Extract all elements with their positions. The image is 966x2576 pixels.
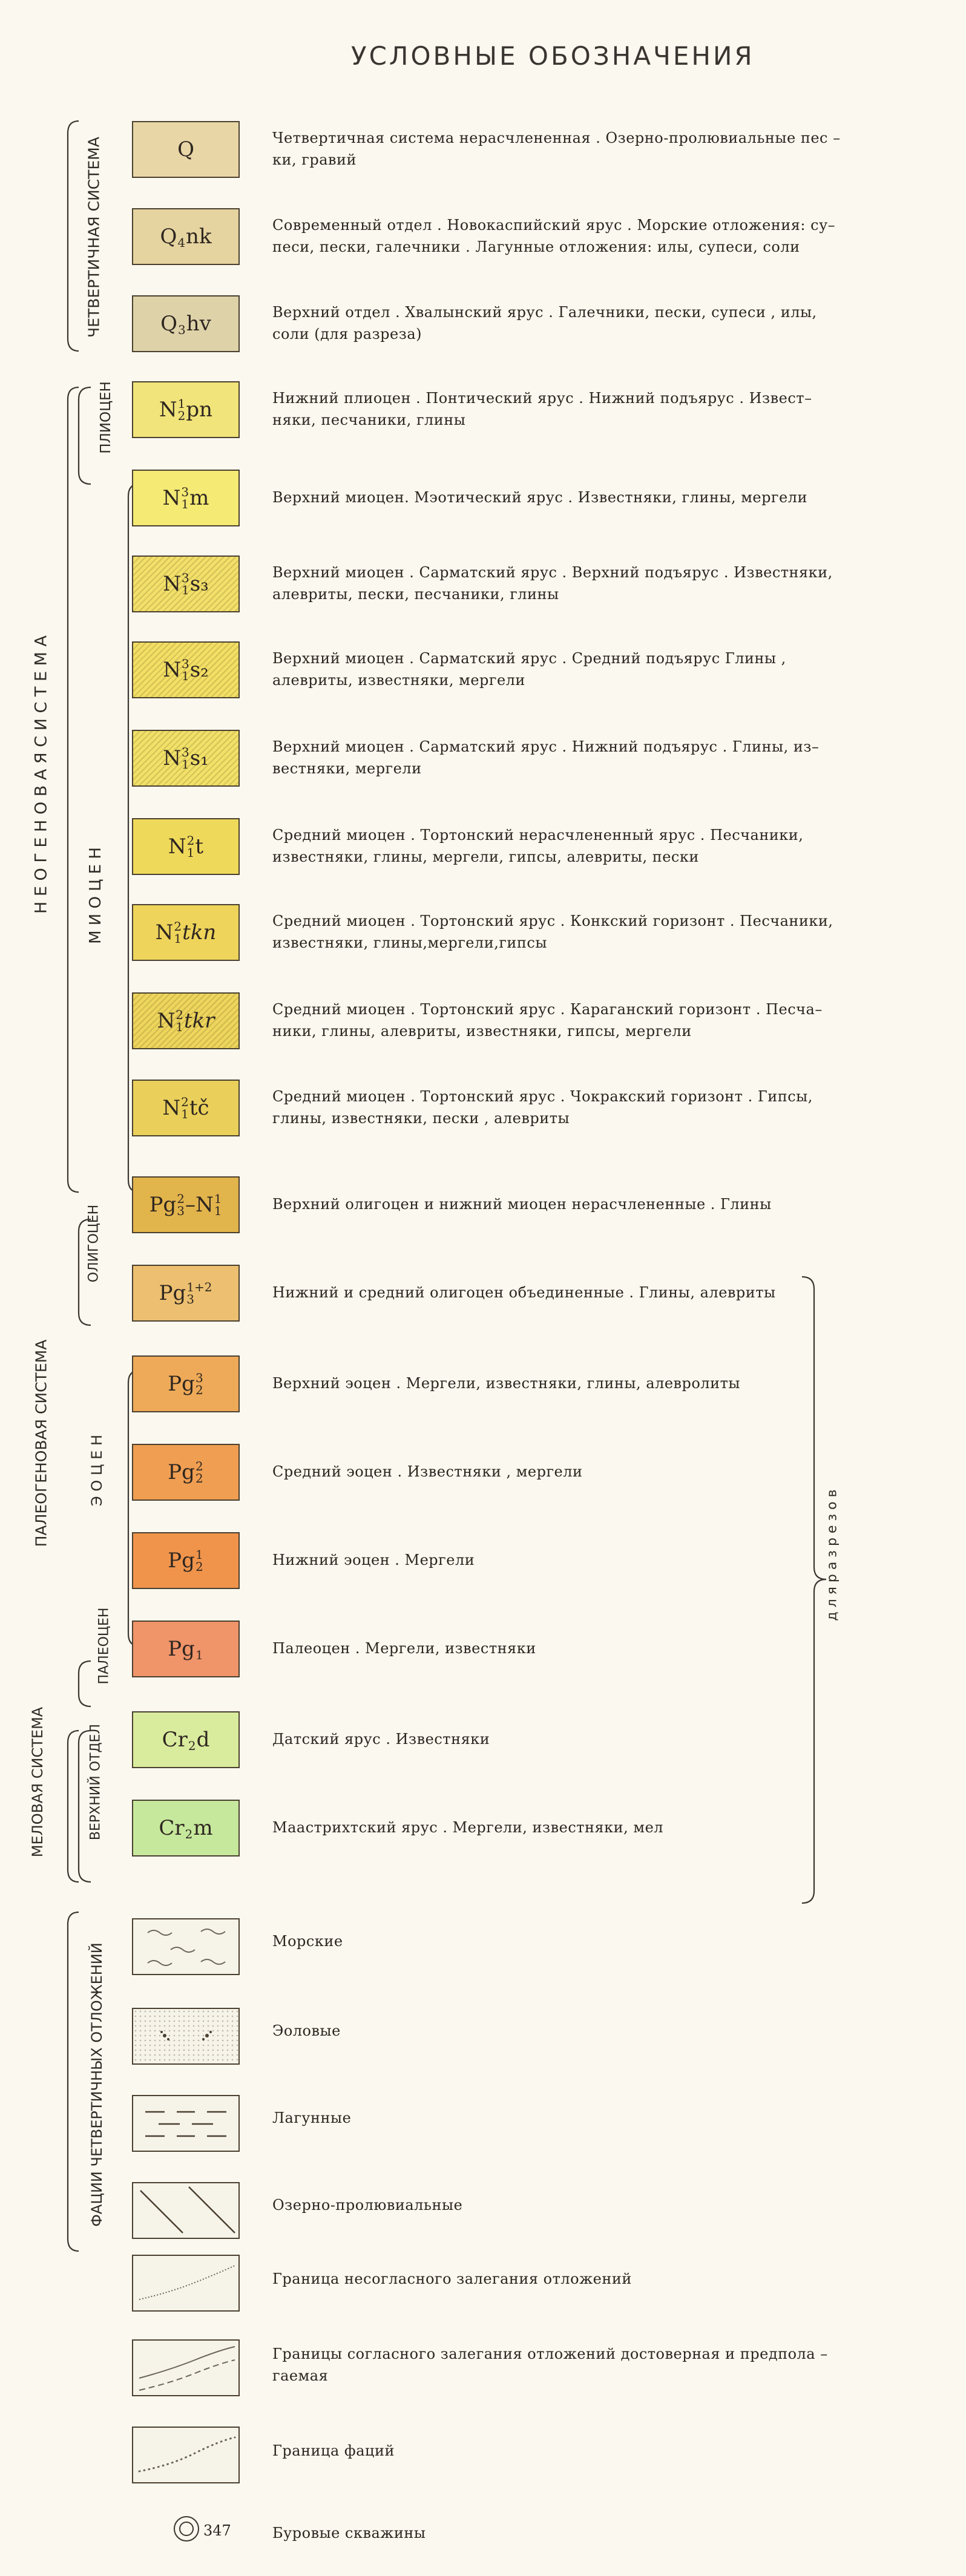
unit-code-index	[182, 658, 189, 682]
unit-code-index	[186, 1281, 212, 1305]
description-line: глины, известняки, пески , алевриты	[272, 1110, 570, 1127]
unit-code-index	[188, 1728, 196, 1752]
description-line: Средний миоцен . Тортонский ярус . Чокракский горизонт . Гипсы,	[272, 1088, 813, 1105]
unit-code-index	[187, 834, 195, 859]
unit-code-index	[182, 746, 189, 770]
unit-code-sub: 2	[177, 408, 186, 423]
label-facies: ФАЦИИ ЧЕТВЕРТИЧНЫХ ОТЛОЖЕНИЙ	[88, 1942, 105, 2227]
unit-code-sup: 3	[195, 1371, 203, 1385]
description-line: Верхний миоцен . Сарматский ярус . Верхний подъярус . Известняки,	[272, 564, 833, 581]
unit-description-N1tkr	[272, 998, 878, 1042]
unit-description-N1tc	[272, 1086, 878, 1129]
unit-code-sup: 2	[181, 1095, 189, 1109]
unit-code-base: N	[157, 1009, 176, 1033]
unit-code-sub: 1	[174, 931, 182, 946]
unit-description-N2pn	[272, 387, 878, 431]
description-line: Верхний олигоцен и нижний миоцен нерасчлененные . Глины	[272, 1196, 772, 1213]
facies-marine-label: Морские	[272, 1933, 343, 1950]
unit-code-rest: t	[195, 834, 204, 859]
unit-code-index	[178, 398, 186, 422]
unit-code-index	[196, 1460, 203, 1484]
unit-code-base: Cr	[162, 1728, 188, 1752]
label-oligocene: ОЛИГОЦЕН	[86, 1204, 102, 1283]
description-line: известняки, глины,мергели,гипсы	[272, 934, 547, 951]
unit-symbol-N1s3	[132, 556, 240, 612]
unconformity-symbol	[132, 2255, 240, 2312]
unit-code-base: Q	[160, 224, 177, 249]
label-pliocene: ПЛИОЦЕН	[98, 381, 114, 454]
unit-code-rest: tkr	[183, 1009, 215, 1033]
unit-code-base: N	[162, 1096, 181, 1120]
unit-symbol-N1t	[132, 818, 240, 875]
description-line: Палеоцен . Мергели, известняки	[272, 1640, 536, 1657]
label-eocene: Э О Ц Е Н	[88, 1434, 105, 1507]
unit-code-sub: 1	[181, 1107, 189, 1121]
conformity-line-1: Границы согласного залегания отложений достоверная и предпола –	[272, 2345, 828, 2362]
unit-code-sup: 1	[195, 1547, 203, 1562]
unit-code-sub-2: 1	[214, 1204, 222, 1218]
unit-description-Pg22	[272, 1461, 878, 1483]
facies-lagoon-symbol	[132, 2095, 240, 2152]
unit-code-base: Pg	[149, 1193, 177, 1217]
unconformity-label: Граница несогласного залегания отложений	[272, 2270, 632, 2287]
description-line: Верхний отдел . Хвалынский ярус . Галечники, пески, супеси , илы,	[272, 304, 817, 321]
unit-code-sup: 3	[181, 485, 189, 499]
unit-code-base: N	[168, 834, 186, 859]
unit-symbol-Pg3	[132, 1265, 240, 1322]
unit-symbol-Pg21	[132, 1532, 240, 1589]
unit-code-sup: 2	[176, 1008, 183, 1022]
unit-description-Cr2m	[272, 1817, 878, 1838]
unit-description-Pg23	[272, 1372, 878, 1394]
description-line: Нижний эоцен . Мергели	[272, 1552, 475, 1568]
description-line: Нижний плиоцен . Понтический ярус . Нижний подъярус . Извест–	[272, 390, 812, 407]
label-paleocene: ПАЛЕОЦЕН	[96, 1607, 112, 1685]
unit-symbol-Cr2d	[132, 1711, 240, 1768]
facies-lake-symbol	[132, 2182, 240, 2239]
unit-description-Pg3	[272, 1282, 878, 1303]
description-line: няки, песчаники, глины	[272, 411, 466, 428]
unit-symbol-PgN	[132, 1176, 240, 1233]
unit-code-rest: –N	[185, 1193, 214, 1217]
unit-code-rest: m	[189, 486, 209, 510]
unit-code-index	[196, 1372, 203, 1396]
unit-code-sub: 3	[178, 323, 186, 337]
unit-code-index	[196, 1549, 203, 1573]
unit-code-base: N	[155, 920, 174, 945]
unit-description-Cr2d	[272, 1728, 878, 1750]
unit-symbol-Q3hv	[132, 295, 240, 352]
unit-description-N1s1	[272, 736, 878, 779]
unit-description-Q4nk	[272, 214, 878, 258]
description-line: алевриты, известняки, мергели	[272, 672, 525, 689]
conformity-symbol	[132, 2339, 240, 2396]
description-line: Нижний и средний олигоцен объединенные . Глины, алевриты	[272, 1284, 776, 1301]
unit-symbol-Pg22	[132, 1444, 240, 1501]
description-line: соли (для разреза)	[272, 326, 422, 342]
unit-symbol-N1s2	[132, 641, 240, 698]
unit-code-sup: 3	[181, 657, 189, 671]
label-paleogene: ПАЛЕОГЕНОВАЯ СИСТЕМА	[32, 1339, 50, 1547]
conformity-label	[272, 2343, 878, 2387]
unit-code-index-2	[214, 1193, 222, 1217]
unit-description-Pg1	[272, 1637, 878, 1659]
unit-code-index	[174, 920, 182, 945]
description-line: ки, гравий	[272, 151, 357, 168]
unit-symbol-Pg23	[132, 1355, 240, 1412]
unit-code-sup: 2	[174, 919, 182, 934]
unit-code-sub: 1	[176, 1020, 183, 1034]
unit-code-rest: pn	[186, 398, 213, 422]
unit-code-sub: 2	[188, 1739, 196, 1753]
legend-title: УСЛОВНЫЕ ОБОЗНАЧЕНИЯ	[351, 41, 755, 71]
description-line: алевриты, пески, песчаники, глины	[272, 586, 559, 603]
unit-description-PgN	[272, 1193, 878, 1215]
unit-code-sub: 3	[186, 1292, 194, 1306]
unit-code-sub: 3	[177, 1204, 185, 1218]
label-miocene: М И О Ц Е Н	[87, 847, 105, 944]
label-cretaceous: МЕЛОВАЯ СИСТЕМА	[29, 1706, 46, 1858]
unit-symbol-N2pn	[132, 381, 240, 438]
unit-code-sub: 1	[195, 1648, 203, 1662]
unit-description-Pg21	[272, 1549, 878, 1571]
unit-code-sup: 1+2	[186, 1280, 212, 1294]
unit-code-index	[185, 1816, 193, 1840]
unit-code-index	[177, 224, 185, 249]
description-line: Четвертичная система нерасчлененная . Озерно-пролювиальные пес –	[272, 129, 841, 146]
unit-description-N1tkn	[272, 910, 878, 954]
unit-code-rest: nk	[186, 224, 212, 249]
unit-code-sup	[188, 1728, 196, 1740]
unit-code-rest: tkn	[182, 920, 217, 945]
unit-symbol-Q4nk	[132, 208, 240, 265]
unit-code-sub: 1	[181, 497, 189, 511]
description-line: Средний миоцен . Тортонский нерасчлененный ярус . Песчаники,	[272, 827, 804, 844]
well-label: Буровые скважины	[272, 2525, 426, 2542]
unit-code-sub: 1	[186, 845, 195, 860]
well-icon	[172, 2514, 201, 2543]
label-upper-series: ВЕРХНИЙ ОТДЕЛ	[88, 1723, 104, 1841]
unit-description-Q	[272, 127, 878, 171]
description-line: Верхний миоцен. Мэотический ярус . Известняки, глины, мергели	[272, 489, 807, 506]
unit-code-index	[176, 1009, 183, 1033]
unit-description-N1t	[272, 824, 878, 868]
unit-symbol-N1s1	[132, 730, 240, 787]
unit-code-sup-2: 1	[214, 1191, 222, 1206]
unit-description-Q3hv	[272, 301, 878, 345]
unit-code-sub: 1	[181, 669, 189, 683]
unit-description-N1s2	[272, 647, 878, 691]
unit-code-sup: 3	[181, 745, 189, 759]
unit-code-index	[196, 1637, 203, 1661]
description-line: Средний миоцен . Тортонский ярус . Конкский горизонт . Песчаники,	[272, 913, 833, 929]
unit-code-sup: 2	[177, 1191, 185, 1206]
unit-code-index	[178, 312, 186, 336]
unit-code-rest: m	[193, 1816, 213, 1840]
unit-code-sup	[177, 224, 185, 237]
description-line: Современный отдел . Новокаспийский ярус . Морские отложения: су–	[272, 217, 836, 234]
unit-code-base: Pg	[168, 1460, 195, 1484]
unit-code-rest: tč	[189, 1096, 209, 1120]
unit-symbol-N1tkr	[132, 992, 240, 1049]
unit-code-sub: 2	[195, 1383, 203, 1397]
unit-code-sub: 1	[181, 583, 189, 597]
unit-symbol-N1tkn	[132, 904, 240, 961]
unit-code-base: N	[162, 486, 181, 510]
unit-code-sub: 2	[195, 1559, 203, 1574]
unit-code-sup: 2	[195, 1459, 203, 1473]
unit-code-sup: 2	[186, 833, 195, 848]
facies-aeolian-label: Эоловые	[272, 2022, 341, 2039]
unit-code-base: N	[163, 658, 181, 682]
unit-description-N1s3	[272, 562, 878, 605]
unit-code-base: N	[163, 746, 181, 770]
unit-code-base: Pg	[168, 1372, 195, 1396]
unit-symbol-Cr2m	[132, 1800, 240, 1857]
description-line: Средний миоцен . Тортонский ярус . Караганский горизонт . Песча–	[272, 1001, 823, 1018]
unit-code-sup	[178, 312, 186, 324]
well-number: 347	[203, 2522, 231, 2539]
unit-code-sub: 2	[185, 1827, 193, 1841]
unit-code-base: Q	[160, 312, 178, 336]
conformity-line-2: гаемая	[272, 2367, 329, 2384]
unit-code-sub: 1	[181, 757, 189, 772]
facies-aeolian-symbol	[132, 2008, 240, 2065]
unit-code-index	[182, 572, 189, 596]
description-line: Датский ярус . Известняки	[272, 1731, 490, 1748]
description-line: вестняки, мергели	[272, 760, 422, 777]
unit-code-sup	[196, 1637, 203, 1649]
unit-code-rest: s₃	[189, 572, 209, 596]
description-line: Маастрихтский ярус . Мергели, известняки, мел	[272, 1819, 664, 1836]
unit-code-base: Pg	[168, 1637, 195, 1661]
facies-boundary-label: Граница фаций	[272, 2442, 395, 2459]
unit-code-base: N	[163, 572, 181, 596]
unit-symbol-Q	[132, 121, 240, 178]
unit-symbol-N1tc	[132, 1080, 240, 1136]
unit-code-rest: s₂	[189, 658, 209, 682]
facies-lagoon-label: Лагунные	[272, 2109, 352, 2126]
unit-code-sub: 2	[195, 1471, 203, 1486]
unit-symbol-N1m	[132, 470, 240, 526]
description-line: известняки, глины, мергели, гипсы, алевриты, пески	[272, 848, 699, 865]
unit-description-N1m	[272, 487, 878, 508]
unit-code-sub: 4	[177, 235, 186, 250]
description-line: Верхний эоцен . Мергели, известняки, глины, алевролиты	[272, 1375, 740, 1392]
unit-code-sup: 1	[177, 396, 186, 411]
label-neogene: Н Е О Г Е Н О В А Я С И С Т Е М А	[31, 635, 51, 914]
label-quaternary: ЧЕТВЕРТИЧНАЯ СИСТЕМА	[85, 137, 103, 338]
description-line: Верхний миоцен . Сарматский ярус . Средний подъярус Глины ,	[272, 650, 786, 667]
unit-symbol-Pg1	[132, 1621, 240, 1677]
unit-code-base: Cr	[159, 1816, 185, 1840]
unit-code-base: Pg	[159, 1281, 186, 1305]
unit-code-index	[177, 1193, 185, 1217]
unit-code-base: N	[159, 398, 177, 422]
unit-code-rest: hv	[186, 312, 211, 336]
unit-code-rest: s₁	[189, 746, 209, 770]
description-line: Средний эоцен . Известняки , мергели	[272, 1463, 583, 1480]
unit-code-rest: d	[196, 1728, 210, 1752]
facies-boundary-symbol	[132, 2427, 240, 2483]
unit-code-base: Q	[177, 137, 194, 162]
description-line: песи, пески, галечники . Лагунные отложения: илы, супеси, соли	[272, 238, 800, 255]
facies-marine-symbol	[132, 1918, 240, 1975]
unit-code-index	[181, 486, 189, 510]
facies-lake-label: Озерно-пролювиальные	[272, 2197, 463, 2214]
label-for-sections: д л я р а з р е з о в	[824, 1489, 840, 1621]
unit-code-base: Pg	[168, 1549, 195, 1573]
description-line: ники, глины, алевриты, известняки, гипсы, мергели	[272, 1023, 692, 1040]
unit-code-sup	[185, 1816, 193, 1828]
unit-code-sup: 3	[181, 571, 189, 585]
description-line: Верхний миоцен . Сарматский ярус . Нижний подъярус . Глины, из–	[272, 738, 820, 755]
unit-code-index	[181, 1096, 189, 1120]
